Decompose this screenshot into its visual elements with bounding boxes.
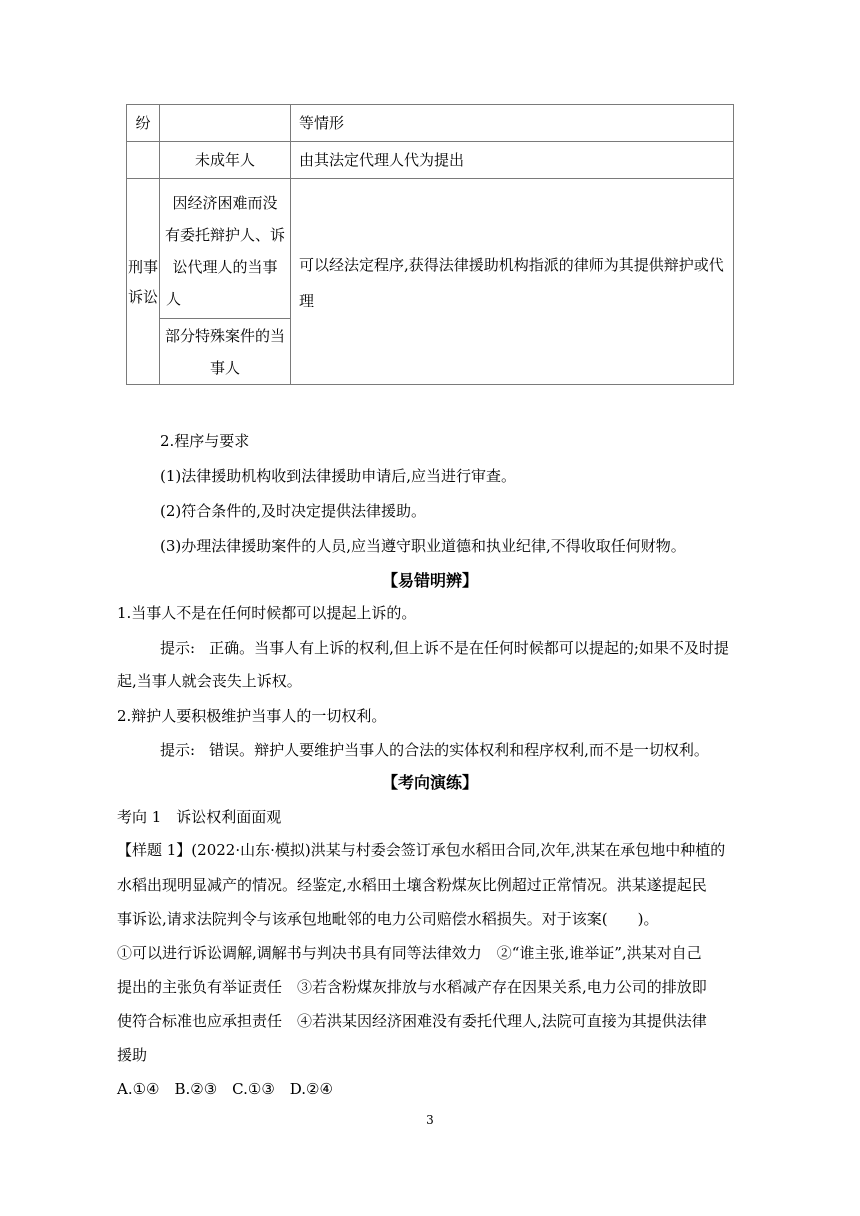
table-cell	[160, 179, 291, 319]
procedure-item: (1)法律援助机构收到法律援助申请后,应当进行审查。	[160, 467, 517, 485]
hint-label: 提示:	[160, 639, 196, 657]
table-cell: 纷	[127, 105, 160, 142]
section-title: 【易错明辨】	[381, 571, 478, 590]
sample-question: 【样题 1】(2022·山东·模拟)洪某与村委会签订承包水稻田合同,次年,洪某在承包地中种植的	[117, 841, 726, 859]
procedure-heading: 2.程序与要求	[160, 432, 250, 450]
table-cell: 等情形	[291, 105, 734, 142]
procedure-item: (2)符合条件的,及时决定提供法律援助。	[160, 502, 427, 520]
table-cell: 由其法定代理人代为提出	[291, 142, 734, 179]
table-cell	[160, 319, 291, 385]
hint	[160, 637, 729, 658]
option-text: 使符合标准也应承担责任 ④若洪某因经济困难没有委托代理人,法院可直接为其提供法律	[117, 1012, 707, 1030]
cell-line: 可以经法定程序,获得法律援助机构指派的律师为其提供辩护或代	[299, 256, 724, 274]
cell-line: 部分特殊案件的当	[164, 326, 285, 345]
cell-line: 人	[166, 289, 182, 308]
cell-line: 理	[299, 292, 315, 310]
procedure-item: (3)办理法律援助案件的人员,应当遵守职业道德和执业纪律,不得收取任何财物。	[160, 537, 686, 555]
hint-text: 起,当事人就会丧失上诉权。	[117, 672, 302, 690]
direction-heading: 考向 1 诉讼权利面面观	[117, 808, 282, 826]
legal-aid-table	[126, 104, 734, 385]
table-row	[127, 105, 734, 142]
table-cell	[127, 179, 160, 385]
category-label: 诉讼	[127, 287, 158, 306]
hint-text: 正确。当事人有上诉的权利,但上诉不是在任何时候都可以提起的;如果不及时提	[209, 639, 729, 657]
section-title: 【考向演练】	[381, 773, 478, 792]
table-cell	[160, 105, 291, 142]
page-number: 3	[426, 1113, 434, 1127]
hint-label: 提示:	[160, 741, 196, 759]
category-label: 刑事	[127, 257, 158, 276]
sample-question: 水稻出现明显减产的情况。经鉴定,水稻田土壤含粉煤灰比例超过正常情况。洪某遂提起民	[117, 876, 707, 894]
answer-choices: A.①④ B.②③ C.①③ D.②④	[117, 1080, 333, 1098]
cell-line: 因经济困难而没	[172, 193, 278, 212]
table-cell	[291, 179, 734, 385]
sample-question: 事诉讼,请求法院判令与该承包地毗邻的电力公司赔偿水稻损失。对于该案( )。	[117, 910, 659, 928]
table-row	[127, 142, 734, 179]
cell-line: 有委托辩护人、诉	[164, 225, 285, 244]
table-cell: 未成年人	[160, 142, 291, 179]
option-text: 援助	[117, 1046, 148, 1064]
cell-line: 讼代理人的当事	[172, 257, 278, 276]
table-row	[127, 179, 734, 319]
question: 1.当事人不是在任何时候都可以提起上诉的。	[117, 604, 417, 622]
option-text: 提出的主张负有举证责任 ③若含粉煤灰排放与水稻减产存在因果关系,电力公司的排放即	[117, 978, 707, 996]
hint	[160, 739, 709, 760]
question: 2.辩护人要积极维护当事人的一切权利。	[117, 707, 387, 725]
cell-line: 事人	[209, 358, 240, 377]
table-cell	[127, 142, 160, 179]
option-text: ①可以进行诉讼调解,调解书与判决书具有同等法律效力 ②“谁主张,谁举证”,洪某对自己	[117, 944, 702, 962]
hint-text: 错误。辩护人要维护当事人的合法的实体权利和程序权利,而不是一切权利。	[209, 741, 709, 759]
